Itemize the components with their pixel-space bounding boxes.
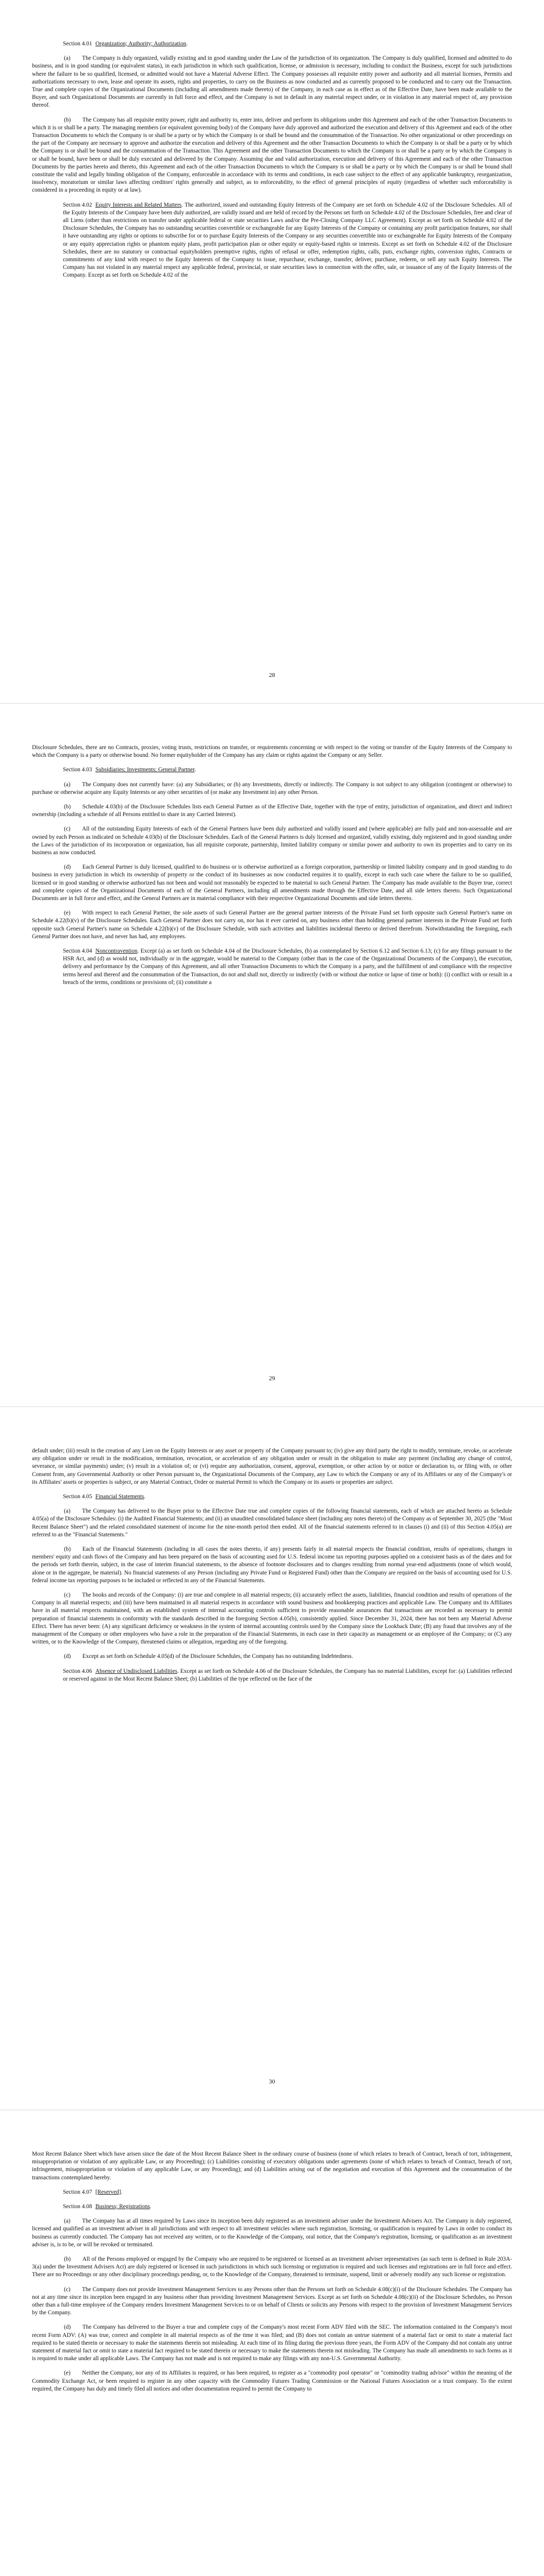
body-paragraph: (b) The Company has all requisite entity power, right and authority to, enter into, deliver and perform its obligations under this Agreement and each of the other Transaction Documents to which it is or shall be a party. The managing members (or equivalent governing body) of the Company have duly approved and authorized the execution and delivery of this Agreement and each of the other Transaction Documents to which the Company is or shall be a party or by which the Company is or shall be bound and the consummation of the Transaction. No other organizational or other proceedings on the part of the Company are necessary to approve and authorize the execution and delivery of this Agreement and the other Transaction Documents to which the Company is or shall be a party or by which the Company is or shall be bound and the consummation of the Transaction. This Agreement and the other Transaction Documents to which the Company is or shall be a party or by which the Company is or shall be bound, have been or shall be duly executed and delivered by the Company. Assuming due and valid authorization, execution and delivery of this Agreement and each of the other Transaction Documents by the parties hereto and thereto, this Agreement and each of the other Transaction Documents to which the Company is or shall be a party or by which the Company is or shall be bound shall constitute the valid and legally binding obligation of the Company, enforceable in accordance with its terms and conditions, in each case subject to the effect of any applicable bankruptcy, reorganization, insolvency, moratorium or similar laws affecting creditors' rights generally and subject, as to enforceability, to the effect of general principles of equity (regardless of whether such enforceability is considered in a proceeding in equity or at law). [32, 116, 512, 194]
section-paragraph [32, 1668, 512, 1683]
section-paragraph [32, 1493, 512, 1501]
body-paragraph: (a) The Company is duly organized, validly existing and in good standing under the Law of the jurisdiction of its organization. The Company is duly qualified, licensed and admitted to do business, and is in good standing (or equivalent status), in each jurisdiction in which such qualification, license, or admission is necessary, including to conduct the Business, except for such jurisdictions where the failure to be so qualified, licensed, or admitted would not have a Material Adverse Effect. The Company possesses all requisite entity power and authority and all material licenses, Permits and authorizations necessary to own, lease and operate its assets, rights and properties, to carry on the Business as now conducted and as currently proposed to be conducted and to carry out the Transaction. True and complete copies of the Organizational Documents (including all amendments made thereto) of the Company, in each case as in effect as of the Effective Date, have been made available to the Buyer, and such Organizational Documents are currently in full force and effect, and the Company is not in default in any material respect under, or in violation in any material respect of, any provision thereof. [32, 55, 512, 109]
document-page [0, 703, 544, 1406]
section-body: . [194, 767, 196, 773]
section-title: Noncontravention [95, 948, 138, 955]
section-title: Subsidiaries; Investments; General Partner [95, 767, 195, 773]
section-paragraph [32, 40, 512, 48]
section-body: . Except as set forth on Schedule 4.06 of the Disclosure Schedules, the Company has no material Liabilities, except for: (a) Liabilities reflected or reserved against in the Most Recent Balance Sheet; (b) Liabilities of the type reflected on the face of the [63, 1668, 513, 1682]
body-paragraph: (d) Except as set forth on Schedule 4.05(d) of the Disclosure Schedules, the Company has no outstanding Indebtedness. [64, 1653, 353, 1660]
body-paragraph: (e) With respect to each General Partner, the sole assets of such General Partner are the general partner interests of the Private Fund set forth opposite such General Partner's name on Schedule 4.22(b)(v) of the Disclosure Schedules. Each General Partner does not carry on, nor has it ever carried on, any business other than holding general partner interests in the Private Fund set forth opposite such General Partner's name on Schedule 4.22(b)(v) of the Disclosure Schedule, with such activities and liabilities incidental thereto or derived therefrom. Notwithstanding the foregoing, each General Partner does not have, and never has had, any employees. [32, 910, 512, 940]
page-content [32, 1447, 512, 1690]
section-body: . [150, 2204, 152, 2210]
page-number: 28 [269, 671, 275, 679]
continued-paragraph: Most Recent Balance Sheet which have arisen since the date of the Most Recent Balance Sheet in the ordinary course of business (none of which relates to breach of Contract, breach of tort, infringement, misappropriation or violation of any applicable Law, or any Proceeding); (c) Liabilities consisting of executory obligations under agreements (none of which relates to breach of Contract, breach of tort, infringement, misappropriation or violation of any applicable Law, or any Proceeding); and (d) Liabilities arising out of the negotiation and execution of this Agreement and the consummation of the transactions contemplated hereby. [32, 2151, 512, 2181]
section-paragraph [32, 2203, 512, 2211]
section-number: Section 4.07 [63, 2189, 92, 2195]
document-page [0, 0, 544, 703]
body-paragraph: (d) The Company has delivered to the Buyer a true and complete copy of the Company's most recent Form ADV filed with the SEC. The information contained in the Company's most recent Form ADV: (A) was true, correct and complete in all material respects as of the time it was filed; and (B) does not contain an untrue statement of a material fact or omit to state a material fact required to be stated therein or necessary to make the statements therein not misleading. At each time of its filing during the previous three years, the Form ADV of the Company did not contain any untrue statement of material fact or omit to state a material fact required to be stated therein or necessary to make the statements therein not misleading. The Company has made all amendments to such forms as it is required to make under all applicable Laws. The Company has not made and is not required to make any filings with any non-U.S. Governmental Authority. [32, 2324, 512, 2362]
section-paragraph [32, 766, 512, 774]
section-title: Financial Statements [95, 1494, 144, 1500]
body-paragraph: (b) Schedule 4.03(b) of the Disclosure Schedules lists each General Partner as of the Effective Date, together with the type of entity, jurisdiction of organization, and direct and indirect ownership (including a schedule of all Persons entitled to share in any Carried Interest). [32, 804, 512, 818]
section-number: Section 4.03 [63, 767, 92, 773]
section-number: Section 4.04 [63, 948, 92, 955]
section-number: Section 4.05 [63, 1494, 92, 1500]
section-body: . [121, 2189, 123, 2195]
page-content [32, 2150, 512, 2400]
document-page [0, 2110, 544, 2576]
section-paragraph [32, 2189, 512, 2196]
section-title: [Reserved] [95, 2189, 121, 2195]
section-title: Business; Registrations [95, 2204, 150, 2210]
page-content [32, 744, 512, 993]
section-paragraph [32, 201, 512, 280]
body-paragraph: (c) All of the outstanding Equity Interests of each of the General Partners have been duly authorized and validly issued and (where applicable) are fully paid and non-assessable and are owned by each Person as indicated on Schedule 4.03(b) of the Disclosure Schedules. Each of the General Partners is duly licensed and organized, validly existing, duly registered and in good standing under the Laws of the jurisdiction of its incorporation or organization, has all requisite corporate, partnership, limited liability company or similar power and authority to own its properties and to carry on its business as now conducted. [32, 826, 512, 856]
page-content [32, 40, 512, 286]
section-body: . [144, 1494, 146, 1500]
body-paragraph: (a) The Company has delivered to the Buyer prior to the Effective Date true and complete copies of the following financial statements, each of which are attached hereto as Schedule 4.05(a) of the Disclosure Schedules: (i) the Audited Financial Statements; and (ii) an unaudited consolidated balance sheet (including any notes thereto) of the Company as of September 30, 2025 (the "Most Recent Balance Sheet") and the related consolidated statement of income for the nine-month period then ended. All of the financial statements referred to in clauses (i) and (ii) of this Section 4.05(a) are referred to as the "Financial Statements." [32, 1508, 512, 1538]
section-body: . The authorized, issued and outstanding Equity Interests of the Company are set forth on Schedule 4.02 of the Disclosure Schedules. All of the Equity Interests of the Company have been duly authorized, are validly issued and are held of record by the Persons set forth on Schedule 4.02 of the Disclosure Schedules, free and clear of all Liens (other than restrictions on transfer under applicable federal or state securities Laws and/or the Pre-Closing Company LLC Agreement). Except as set forth on Schedule 4.02 of the Disclosure Schedules, the Company has no outstanding securities convertible or exchangeable for any Equity Interests of the Company or containing any profit participation features, nor shall it have outstanding any rights or options to subscribe for or to purchase Equity Interests of the Company or any securities convertible into or exchangeable for Equity Interests of the Company or any equity appreciation rights or phantom equity plans, profit participation plan or other equity or equity-based rights or interests. Except as set forth on Schedule 4.02 of the Disclosure Schedules, there are no statutory or contractual equityholders preemptive rights, rights of refusal or offer, redemption rights, calls, puts, exchange rights, conversion rights, Contracts or commitments of any kind with respect to the Equity Interests of the Company to issue, repurchase, exchange, transfer, deliver, purchase, redeem, or sell any such Equity Interests. The Company has not violated in any material respect any applicable federal, provincial, or state securities laws in connection with the offer, sale, or issuance of any of the Equity Interests of the Company. Except as set forth on Schedule 4.02 of the [63, 201, 512, 279]
continued-paragraph: Disclosure Schedules, there are no Contracts, proxies, voting trusts, restrictions on transfer, or requirements concerning or with respect to the voting or transfer of the Equity Interests of the Company to which the Company is a party or otherwise bound. No former equityholder of the Company has any claim or rights against the Company or any Seller. [32, 744, 512, 759]
section-title: Absence of Undisclosed Liabilities [95, 1668, 177, 1674]
section-title: Organization; Authority; Authorization [95, 41, 187, 47]
section-paragraph [32, 947, 512, 987]
section-number: Section 4.06 [63, 1668, 92, 1674]
section-body: . [186, 41, 188, 47]
body-paragraph: (c) The books and records of the Company: (i) are true and complete in all material respects; (ii) accurately reflect the assets, liabilities, financial condition and results of operations of the Company in all material respects; and (iii) have been maintained in all material respects in accordance with sound business and bookkeeping practices and applicable Law. The Company and its Affiliates have in all material respects maintained, with an established system of internal accounting controls sufficient to provide reasonable assurances that transactions are recorded as necessary to permit preparation of financial statements in conformity with the standards described in the foregoing Section 4.05(b), consistently applied. Since December 31, 2024, there has not been any Material Adverse Effect. There has never been: (A) any significant deficiency or weakness in the system of internal accounting controls used by the Company since the Lookback Date; (B) any fraud that involves any of the management of the Company or other employees who have a role in the preparation of the Financial Statements, in each case in their capacity as management or an employee of the Company; or (C) any written, or to the Knowledge of the Company, threatened claims or allegation, regarding any of the foregoing. [32, 1592, 512, 1646]
body-paragraph: (b) All of the Persons employed or engaged by the Company who are required to be registered or licensed as an investment adviser representatives (as such term is defined in Rule 203A-3(a) under the Investment Advisers Act) are duly registered or licensed in such jurisdictions in which such licensing or registration is required and such licenses and registrations are in full force and effect. There are no Proceedings or any other disciplinary proceedings pending, or, to the Knowledge of the Company, threatened to terminate, suspend, limit or adversely modify any such license or registration. [32, 2256, 512, 2278]
body-paragraph: (a) The Company does not currently have: (a) any Subsidiaries; or (b) any Investments, directly or indirectly. The Company is not subject to any obligation (contingent or otherwise) to purchase or otherwise acquire any Equity Interests or any other securities of (or make any Investment in) any other Person. [32, 781, 512, 795]
section-number: Section 4.01 [63, 41, 92, 47]
section-number: Section 4.08 [63, 2204, 92, 2210]
body-paragraph: (a) The Company has at all times required by Laws since its inception been duly registered as an investment adviser under the Investment Advisers Act. The Company is duly registered, licensed and qualified as an investment adviser in all jurisdictions and with respect to all investment vehicles where such registration, licensing, or qualification is required by Laws in order to conduct its business as currently conducted. The Company has not received any written, or to the Knowledge of the Company, oral notice, that the Company's registration, licensing, or qualification as an investment adviser is, is to be, or will be revoked or terminated. [32, 2218, 512, 2248]
continued-paragraph: default under; (iii) result in the creation of any Lien on the Equity Interests or any asset or property of the Company pursuant to; (iv) give any third party the right to modify, terminate, revoke, or accelerate any obligation under or result in the modification, termination, revocation, or acceleration of any obligation under or result in the obligation to make any payment (including any change of control, severance, or similar payments) under; (v) result in a violation of; or (vi) require any authorization, consent, approval, exemption, or other action by or notice or declaration to, or filing with, or other Consent from, any Governmental Authority or other Person pursuant to, the Organizational Documents of the Company, any Law to which the Company or any of its Affiliates or any of the Company's or its Affiliates' assets or properties is subject, or any Material Contract, Order or material Permit to which the Company or its assets or properties are subject. [32, 1448, 512, 1485]
body-paragraph: (e) Neither the Company, nor any of its Affiliates is required, or has been required, to register as a "commodity pool operator" or "commodity trading advisor" within the meaning of the Commodity Exchange Act, or been required to register in any other capacity with the Commodity Futures Trading Commission or the National Futures Association or a trust company. To the extent required, the Company has duly and timely filed all notices and other documentation required to permit the Company to [32, 2370, 512, 2392]
body-paragraph: (d) Each General Partner is duly licensed, qualified to do business or is otherwise authorized as a foreign corporation, partnership or limited liability company and in good standing to do business in every jurisdiction in which its ownership of property or the conduct of its businesses as now conducted requires it to qualify, except in each such case where the failure to be so qualified, licensed or in good standing or otherwise authorized has not been and would not reasonably be expected to be material to such General Partner. The Company has made available to the Buyer true, correct and complete copies of the Organizational Documents of each of the General Partners, including all amendments made through the Effective Date, and all side letters thereto. Such Organizational Documents are in full force and effect, and the General Partners are in material compliance with their respective Organizational Documents and side letters thereto. [32, 864, 512, 902]
page-number: 29 [269, 1375, 275, 1382]
body-paragraph: (c) The Company does not provide Investment Management Services to any Persons other than the Persons set forth on Schedule 4.08(c)(i) of the Disclosure Schedules. The Company has not at any time since its inception been engaged in any business other than providing Investment Management Services. Except as set forth on Schedule 4.08(c)(ii) of the Disclosure Schedules, no Person other than a full-time employee of the Company renders Investment Management Services to or on behalf of Clients or solicits any Persons with respect to the provision of Investment Management Services by the Company. [32, 2286, 512, 2316]
section-number: Section 4.02 [63, 201, 92, 208]
page-number: 30 [269, 2078, 275, 2085]
body-paragraph: (b) Each of the Financial Statements (including in all cases the notes thereto, if any) presents fairly in all material respects the financial condition, results of operations, changes in members' equity and cash flows of the Company and has been prepared on the basis of accounting used for U.S. federal income tax reporting purposes applied on a consistent basis as of the dates and for the periods set forth therein, subject, in the case of interim financial statements, to the absence of footnote disclosures and to changes resulting from normal year-end adjustments (none of which would, alone or in the aggregate, be material). No financial statements of any Person (including any Private Fund or Registered Fund) other than the Company are required on the basis of accounting used for U.S. federal income tax reporting purposes to be included or reflected in any of the Financial Statements. [32, 1546, 512, 1584]
section-title: Equity Interests and Related Matters [95, 201, 182, 208]
document-page [0, 1406, 544, 2110]
section-body: . Except (a) as set forth on Schedule 4.04 of the Disclosure Schedules, (b) as contemplated by Section 6.12 and Section 6.13; (c) for any filings pursuant to the HSR Act, and (d) as would not, individually or in the aggregate, would be material to the Company (other than in the case of the Organizational Documents of the Company), the execution, delivery and performance by the Company of this Agreement, and all other Transaction Documents to which the Company is a party, and the fulfillment of and compliance with the respective terms hereof and thereof and the consummation of the Transaction, do not and shall not, directly or indirectly (with or without due notice or lapse of time or both): (i) conflict with or result in a breach of the terms, conditions or provisions of; (ii) constitute a [63, 948, 512, 986]
